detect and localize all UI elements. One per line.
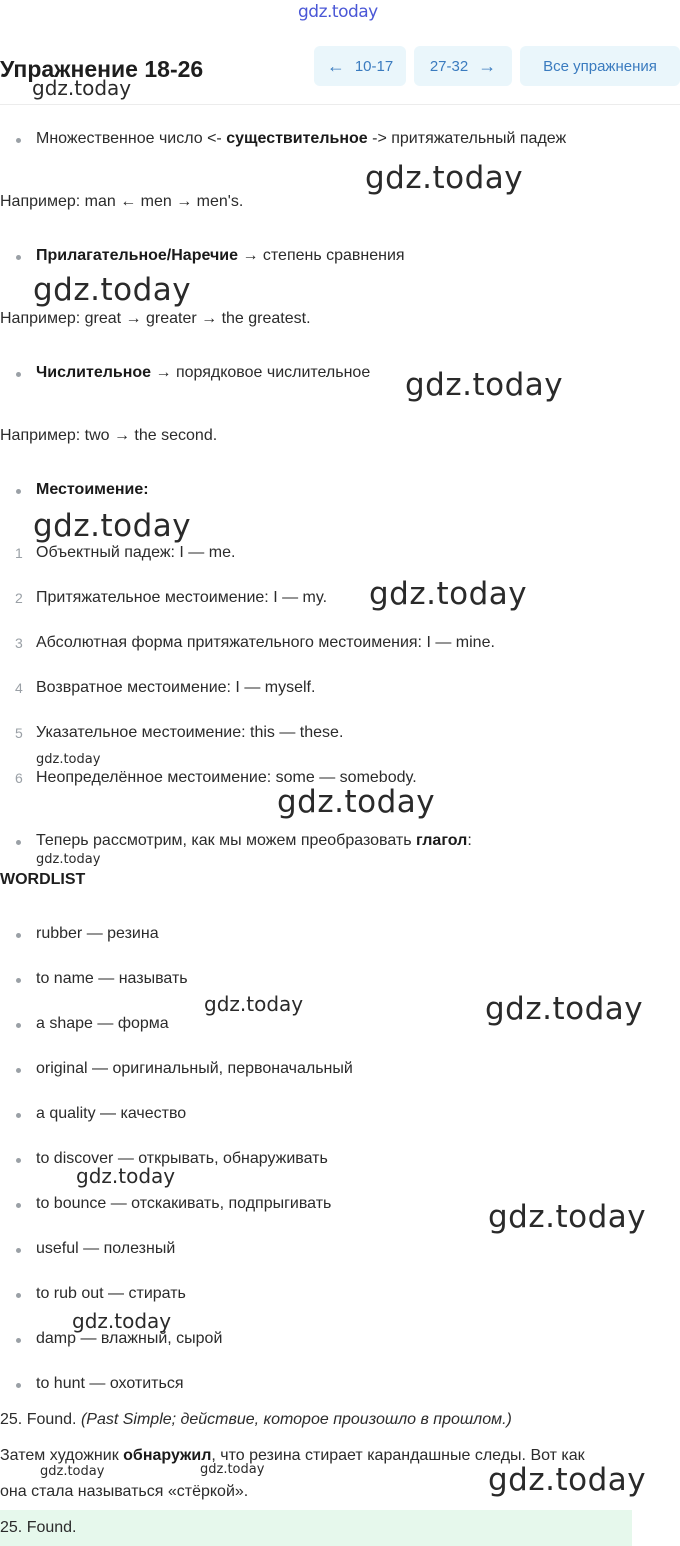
bullet-dot — [16, 978, 21, 983]
watermark: gdz.today — [33, 508, 192, 544]
list-item-pronoun: Местоимение: — [36, 481, 149, 498]
bullet-dot — [16, 1293, 21, 1298]
watermark: gdz.today — [488, 1462, 647, 1498]
watermark: gdz.today — [76, 1164, 176, 1188]
list-item-adjective: Прилагательное/Наречие → степень сравнения — [36, 247, 405, 264]
watermark: gdz.today — [204, 992, 304, 1016]
list-number: 6 — [15, 770, 23, 786]
list-item-verb: Теперь рассмотрим, как мы можем преобразовать глагол: — [36, 832, 472, 849]
bullet-dot — [16, 933, 21, 938]
arrow-left-icon: ← — [326, 56, 345, 76]
pronoun-item: Объектный падеж: I — me. — [36, 544, 236, 561]
bullet-dot — [16, 1158, 21, 1163]
bullet-dot — [16, 1023, 21, 1028]
wordlist-item: to bounce — отскакивать, подпрыгивать — [36, 1195, 332, 1212]
prev-exercise-button[interactable] — [314, 46, 406, 86]
watermark: gdz.today — [72, 1309, 172, 1333]
pronoun-item: Неопределённое местоимение: some — somebody. — [36, 769, 417, 786]
arrow-right-icon: → — [478, 56, 497, 76]
example-numeral: Например: two → the second. — [0, 427, 218, 444]
answer-explanation: 25. Found. (Past Simple; действие, которое произошло в прошлом.) — [0, 1411, 512, 1428]
pronoun-item: Возвратное местоимение: I — myself. — [36, 679, 316, 696]
list-number: 3 — [15, 635, 23, 651]
watermark: gdz.today — [32, 76, 132, 100]
wordlist-item: rubber — резина — [36, 925, 159, 942]
bullet-dot — [16, 1113, 21, 1118]
all-exercises-label: Все упражнения — [543, 57, 657, 75]
wordlist-item: damp — влажный, сырой — [36, 1330, 223, 1347]
bullet-dot — [16, 1203, 21, 1208]
all-exercises-button[interactable] — [520, 46, 680, 86]
final-answer-box — [0, 1510, 632, 1546]
bullet-dot — [16, 1383, 21, 1388]
watermark: gdz.today — [36, 852, 101, 867]
bullet-dot — [16, 840, 21, 845]
bullet-dot — [16, 1338, 21, 1343]
watermark: gdz.today — [488, 1199, 647, 1235]
wordlist-heading: WORDLIST — [0, 871, 86, 888]
wordlist-item: to name — называть — [36, 970, 188, 987]
wordlist-item: a quality — качество — [36, 1105, 187, 1122]
list-item-noun: Множественное число <- существительное -> притяжательный падеж — [36, 130, 567, 147]
watermark: gdz.today — [277, 784, 436, 820]
next-exercise-button[interactable] — [414, 46, 512, 86]
list-number: 5 — [15, 725, 23, 741]
bullet-dot — [16, 489, 21, 494]
list-number: 4 — [15, 680, 23, 696]
prev-exercise-label: 10-17 — [354, 57, 394, 75]
wordlist-item: to hunt — охотиться — [36, 1375, 184, 1392]
wordlist-item: a shape — форма — [36, 1015, 169, 1032]
explanation-line-2: она стала называться «стёркой». — [0, 1483, 249, 1500]
watermark: gdz.today — [200, 1462, 265, 1477]
watermark: gdz.today — [369, 576, 528, 612]
example-adjective: Например: great → greater → the greatest. — [0, 310, 311, 327]
next-exercise-label: 27-32 — [429, 57, 469, 75]
watermark: gdz.today — [36, 752, 101, 767]
watermark: gdz.today — [33, 272, 192, 308]
wordlist-item: useful — полезный — [36, 1240, 176, 1257]
watermark: gdz.today — [405, 367, 564, 403]
bullet-dot — [16, 255, 21, 260]
wordlist-item: to discover — открывать, обнаруживать — [36, 1150, 328, 1167]
top-watermark: gdz.today — [298, 2, 378, 22]
pronoun-item: Указательное местоимение: this — these. — [36, 724, 344, 741]
bullet-dot — [16, 1248, 21, 1253]
watermark: gdz.today — [40, 1464, 105, 1479]
pronoun-item: Абсолютная форма притяжательного местоимения: I — mine. — [36, 634, 495, 651]
list-number: 2 — [15, 590, 23, 606]
final-answer-text: 25. Found. — [0, 1519, 77, 1536]
pronoun-item: Притяжательное местоимение: I — my. — [36, 589, 328, 606]
wordlist-item: to rub out — стирать — [36, 1285, 186, 1302]
exercise-header — [0, 44, 680, 105]
watermark: gdz.today — [365, 160, 524, 196]
bullet-dot — [16, 138, 21, 143]
wordlist-item: original — оригинальный, первоначальный — [36, 1060, 353, 1077]
bullet-dot — [16, 1068, 21, 1073]
page-title: Упражнение 18-26 — [0, 56, 204, 82]
watermark: gdz.today — [485, 991, 644, 1027]
list-number: 1 — [15, 545, 23, 561]
bullet-dot — [16, 372, 21, 377]
explanation-line-1: Затем художник обнаружил, что резина стирает карандашные следы. Вот как — [0, 1447, 585, 1464]
example-noun: Например: man ← men → men's. — [0, 193, 244, 210]
list-item-numeral: Числительное → порядковое числительное — [36, 364, 371, 381]
